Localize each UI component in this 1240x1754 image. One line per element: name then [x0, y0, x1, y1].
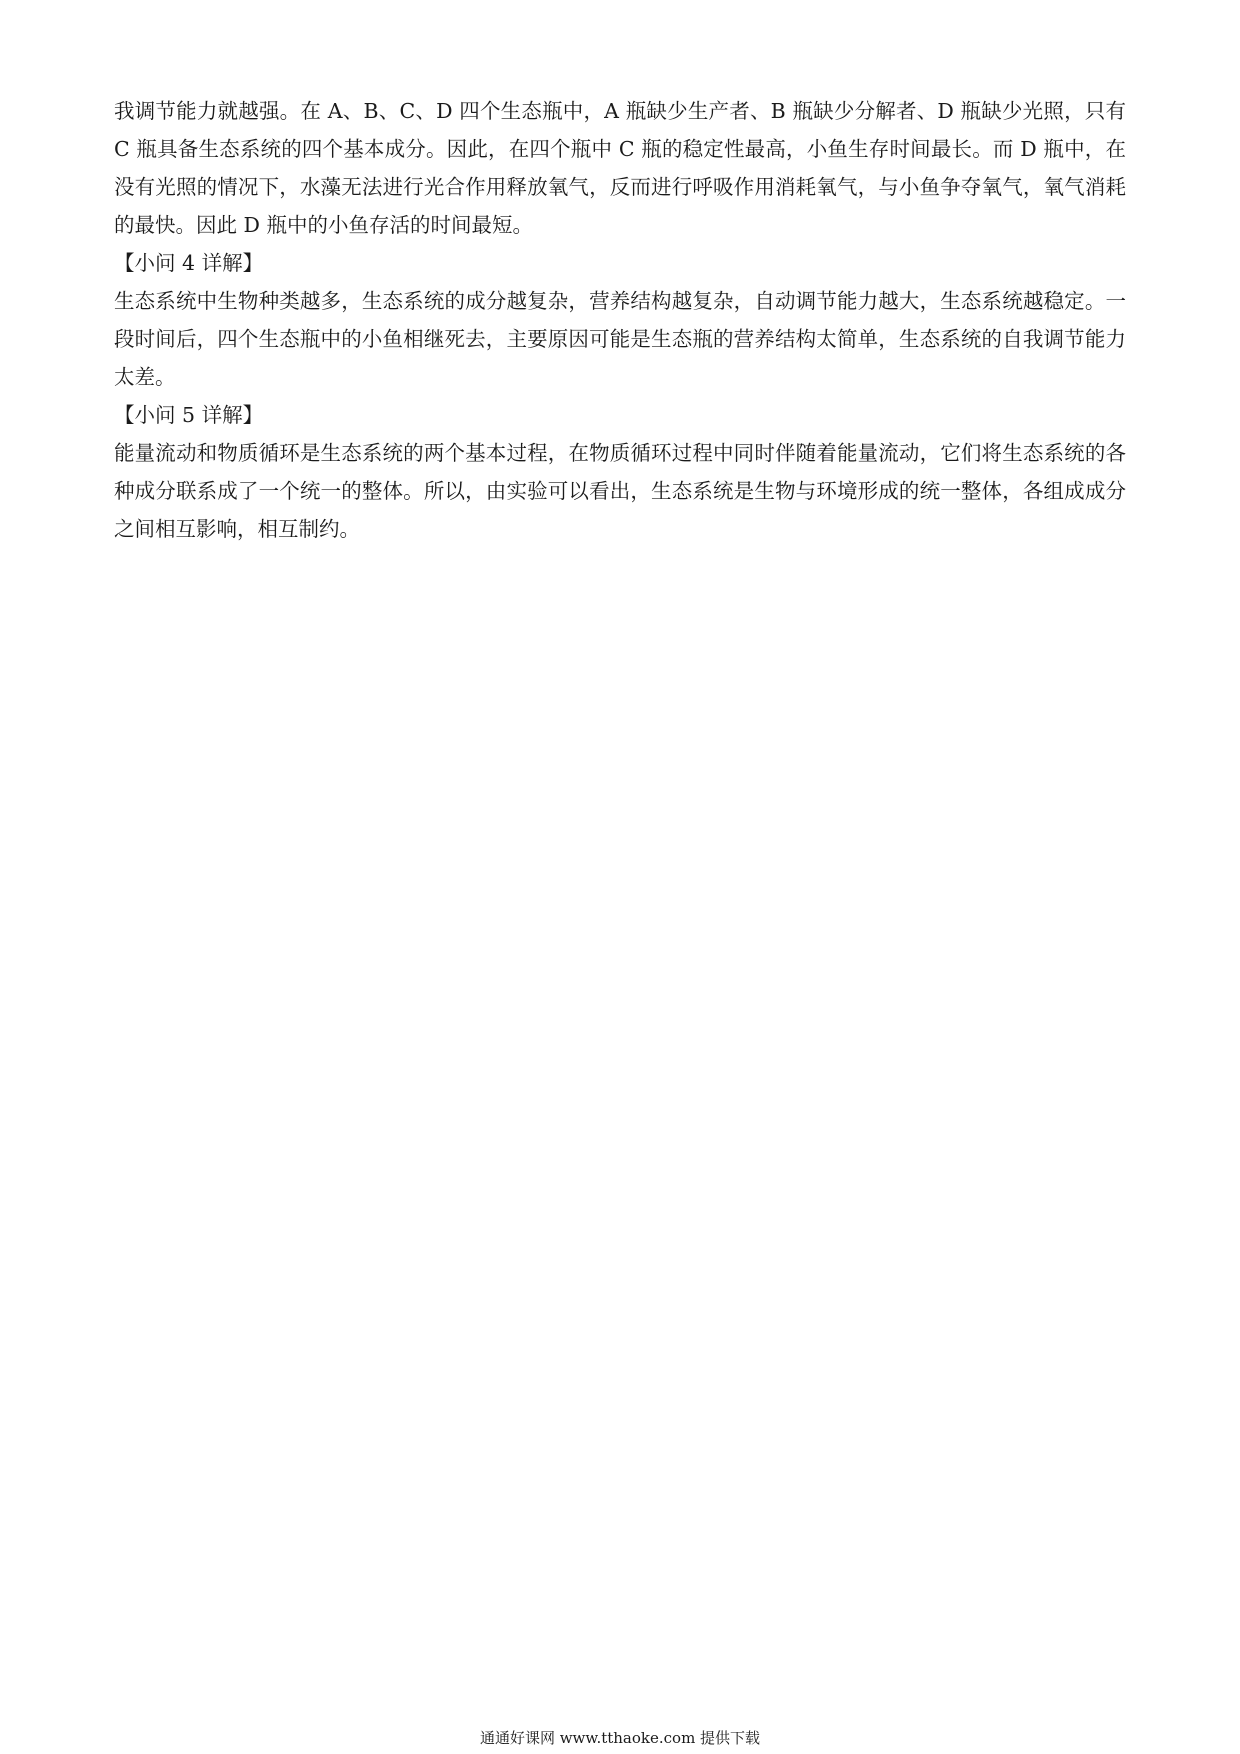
answer-paragraph-q5: 能量流动和物质循环是生态系统的两个基本过程，在物质循环过程中同时伴随着能量流动，它们将生态系统的各种成分联系成了一个统一的整体。所以，由实验可以看出，生态系统是生物与环境形成的统一整体，各组成成分之间相互影响，相互制约。: [114, 441, 1126, 541]
section-heading-q4: 【小问 4 详解】: [114, 251, 264, 275]
document-body: [114, 92, 1126, 548]
answer-paragraph-q4: 生态系统中生物种类越多，生态系统的成分越复杂，营养结构越复杂，自动调节能力越大，生态系统越稳定。一段时间后，四个生态瓶中的小鱼相继死去，主要原因可能是生态瓶的营养结构太简单，生态系统的自我调节能力太差。: [114, 289, 1126, 389]
page-footer: 通通好课网 www.tthaoke.com 提供下载: [479, 1729, 761, 1747]
answer-paragraph-continued: 我调节能力就越强。在 A、B、C、D 四个生态瓶中，A 瓶缺少生产者、B 瓶缺少分解者、D 瓶缺少光照，只有 C 瓶具备生态系统的四个基本成分。因此，在四个瓶中 C 瓶的稳定性最高，小鱼生存时间最长。而 D 瓶中，在没有光照的情况下，水藻无法进行光合作用释放氧气，反而进行呼吸作用消耗氧气，与小鱼争夺氧气，氧气消耗的最快。因此 D 瓶中的小鱼存活的时间最短。: [114, 99, 1126, 237]
section-heading-q5: 【小问 5 详解】: [114, 403, 264, 427]
